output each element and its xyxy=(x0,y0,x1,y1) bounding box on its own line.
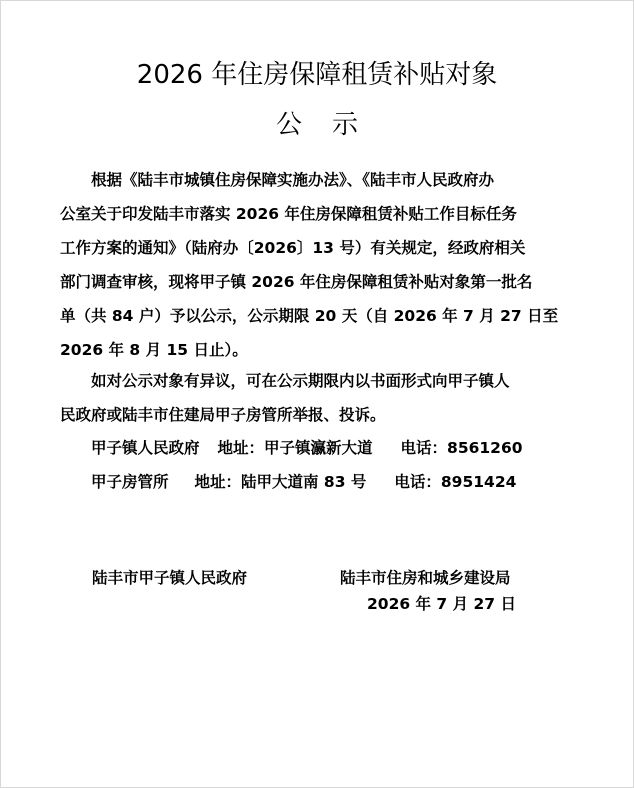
paragraph-1-line: 工作方案的通知》（陆府办〔2026〕13 号）有关规定，经政府相关 xyxy=(60,239,526,257)
contact-row xyxy=(60,431,570,465)
contact-name: 甲子镇人民政府 xyxy=(91,439,200,457)
paragraph-1-line: 公室关于印发陆丰市落实 2026 年住房保障租赁补贴工作目标任务 xyxy=(60,205,517,223)
contact-list xyxy=(60,431,570,499)
paragraph-1-line: 部门调查审核，现将甲子镇 2026 年住房保障租赁补贴对象第一批名 xyxy=(60,273,533,291)
contact-address: 地址：陆甲大道南 83 号 xyxy=(194,473,367,491)
paragraph-2 xyxy=(60,364,570,432)
contact-name: 甲子房管所 xyxy=(91,473,169,491)
contact-phone: 电话：8561260 xyxy=(400,439,523,457)
signature-left-org: 陆丰市甲子镇人民政府 xyxy=(92,569,248,587)
paragraph-1-line: 2026 年 8 月 15 日止）。 xyxy=(60,341,248,359)
signature-date: 2026 年 7 月 27 日 xyxy=(367,595,516,613)
contact-row xyxy=(60,465,570,499)
document-title: 2026 年住房保障租赁补贴对象 xyxy=(136,60,498,90)
paragraph-1-line: 单（共 84 户）予以公示，公示期限 20 天（自 2026 年 7 月 27 日至 xyxy=(60,307,559,325)
paragraph-2-line: 如对公示对象有异议，可在公示期限内以书面形式向甲子镇人 xyxy=(91,372,510,390)
document-subtitle: 公示 xyxy=(275,110,388,140)
paragraph-2-line: 民政府或陆丰市住建局甲子房管所举报、投诉。 xyxy=(60,406,386,424)
contact-address: 地址：甲子镇瀛新大道 xyxy=(217,439,373,457)
contact-phone: 电话：8951424 xyxy=(394,473,517,491)
paragraph-1-line: 根据《陆丰市城镇住房保障实施办法》、《陆丰市人民政府办 xyxy=(91,171,495,189)
signature-right-org: 陆丰市住房和城乡建设局 xyxy=(340,569,511,587)
paragraph-1 xyxy=(60,163,570,367)
